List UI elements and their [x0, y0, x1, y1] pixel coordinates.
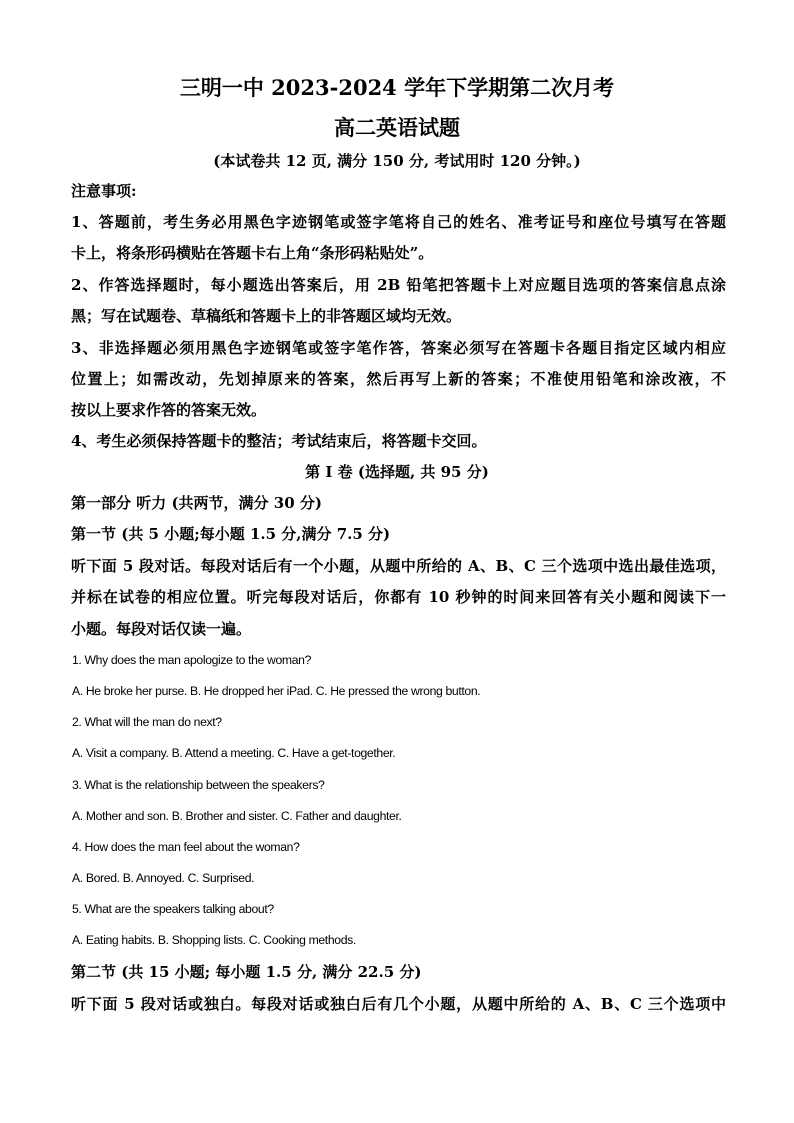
exam-info: (本试卷共 12 页, 满分 150 分, 考试用时 120 分钟。) — [213, 152, 581, 170]
note-line: 黑；写在试题卷、草稿纸和答题卡上的非答题区域均无效。 — [71, 307, 462, 325]
section1-heading: 第一节 (共 5 小题;每小题 1.5 分,满分 7.5 分) — [71, 525, 391, 543]
note-line: 2、作答选择题时，每小题选出答案后，用 2B 铅笔把答题卡上对应题目选项的答案信息点涂 — [71, 276, 726, 294]
section2-heading: 第二节 (共 15 小题; 每小题 1.5 分, 满分 22.5 分) — [71, 963, 422, 981]
question-options: A. Mother and son. B. Brother and sister. C. Father and daughter. — [72, 809, 402, 823]
section2-instruction: 听下面 5 段对话或独白。每段对话或独白后有几个小题，从题中所给的 A、B、C 三个选项中 — [71, 995, 726, 1013]
question-text: 2. What will the man do next? — [72, 715, 222, 729]
note-line: 1、答题前，考生务必用黑色字迹钢笔或签字笔将自己的姓名、准考证号和座位号填写在答题 — [71, 213, 726, 231]
question-options: A. Eating habits. B. Shopping lists. C. Cooking methods. — [72, 933, 356, 947]
notes-heading: 注意事项: — [71, 182, 137, 200]
volume-heading: 第 I 卷 (选择题, 共 95 分) — [305, 463, 489, 481]
question-options: A. Visit a company. B. Attend a meeting. C. Have a get-together. — [72, 746, 396, 760]
question-text: 4. How does the man feel about the woman? — [72, 840, 300, 854]
section1-instruction: 听下面 5 段对话。每段对话后有一个小题，从题中所给的 A、B、C 三个选项中选出最佳选项， — [71, 557, 726, 575]
exam-subject-title: 高二英语试题 — [334, 115, 460, 140]
section1-instruction: 并标在试卷的相应位置。听完每段对话后，你都有 10 秒钟的时间来回答有关小题和阅读下一 — [71, 588, 726, 606]
section1-instruction: 小题。每段对话仅读一遍。 — [71, 620, 252, 638]
note-line: 卡上，将条形码横贴在答题卡右上角“条形码粘贴处”。 — [71, 244, 434, 262]
part1-heading: 第一部分 听力 (共两节，满分 30 分) — [71, 494, 322, 512]
question-text: 5. What are the speakers talking about? — [72, 902, 274, 916]
note-line: 位置上；如需改动，先划掉原来的答案，然后再写上新的答案；不准使用铅笔和涂改液，不 — [71, 370, 726, 388]
note-line: 3、非选择题必须用黑色字迹钢笔或签字笔作答，答案必须写在答题卡各题目指定区域内相应 — [71, 339, 726, 357]
question-text: 1. Why does the man apologize to the woman? — [72, 653, 312, 667]
note-line: 4、考生必须保持答题卡的整洁；考试结束后，将答题卡交回。 — [71, 432, 487, 450]
question-options: A. He broke her purse. B. He dropped her iPad. C. He pressed the wrong button. — [72, 684, 481, 698]
question-text: 3. What is the relationship between the speakers? — [72, 778, 325, 792]
exam-title: 三明一中 2023-2024 学年下学期第二次月考 — [179, 75, 615, 100]
note-line: 按以上要求作答的答案无效。 — [71, 401, 267, 419]
question-options: A. Bored. B. Annoyed. C. Surprised. — [72, 871, 255, 885]
